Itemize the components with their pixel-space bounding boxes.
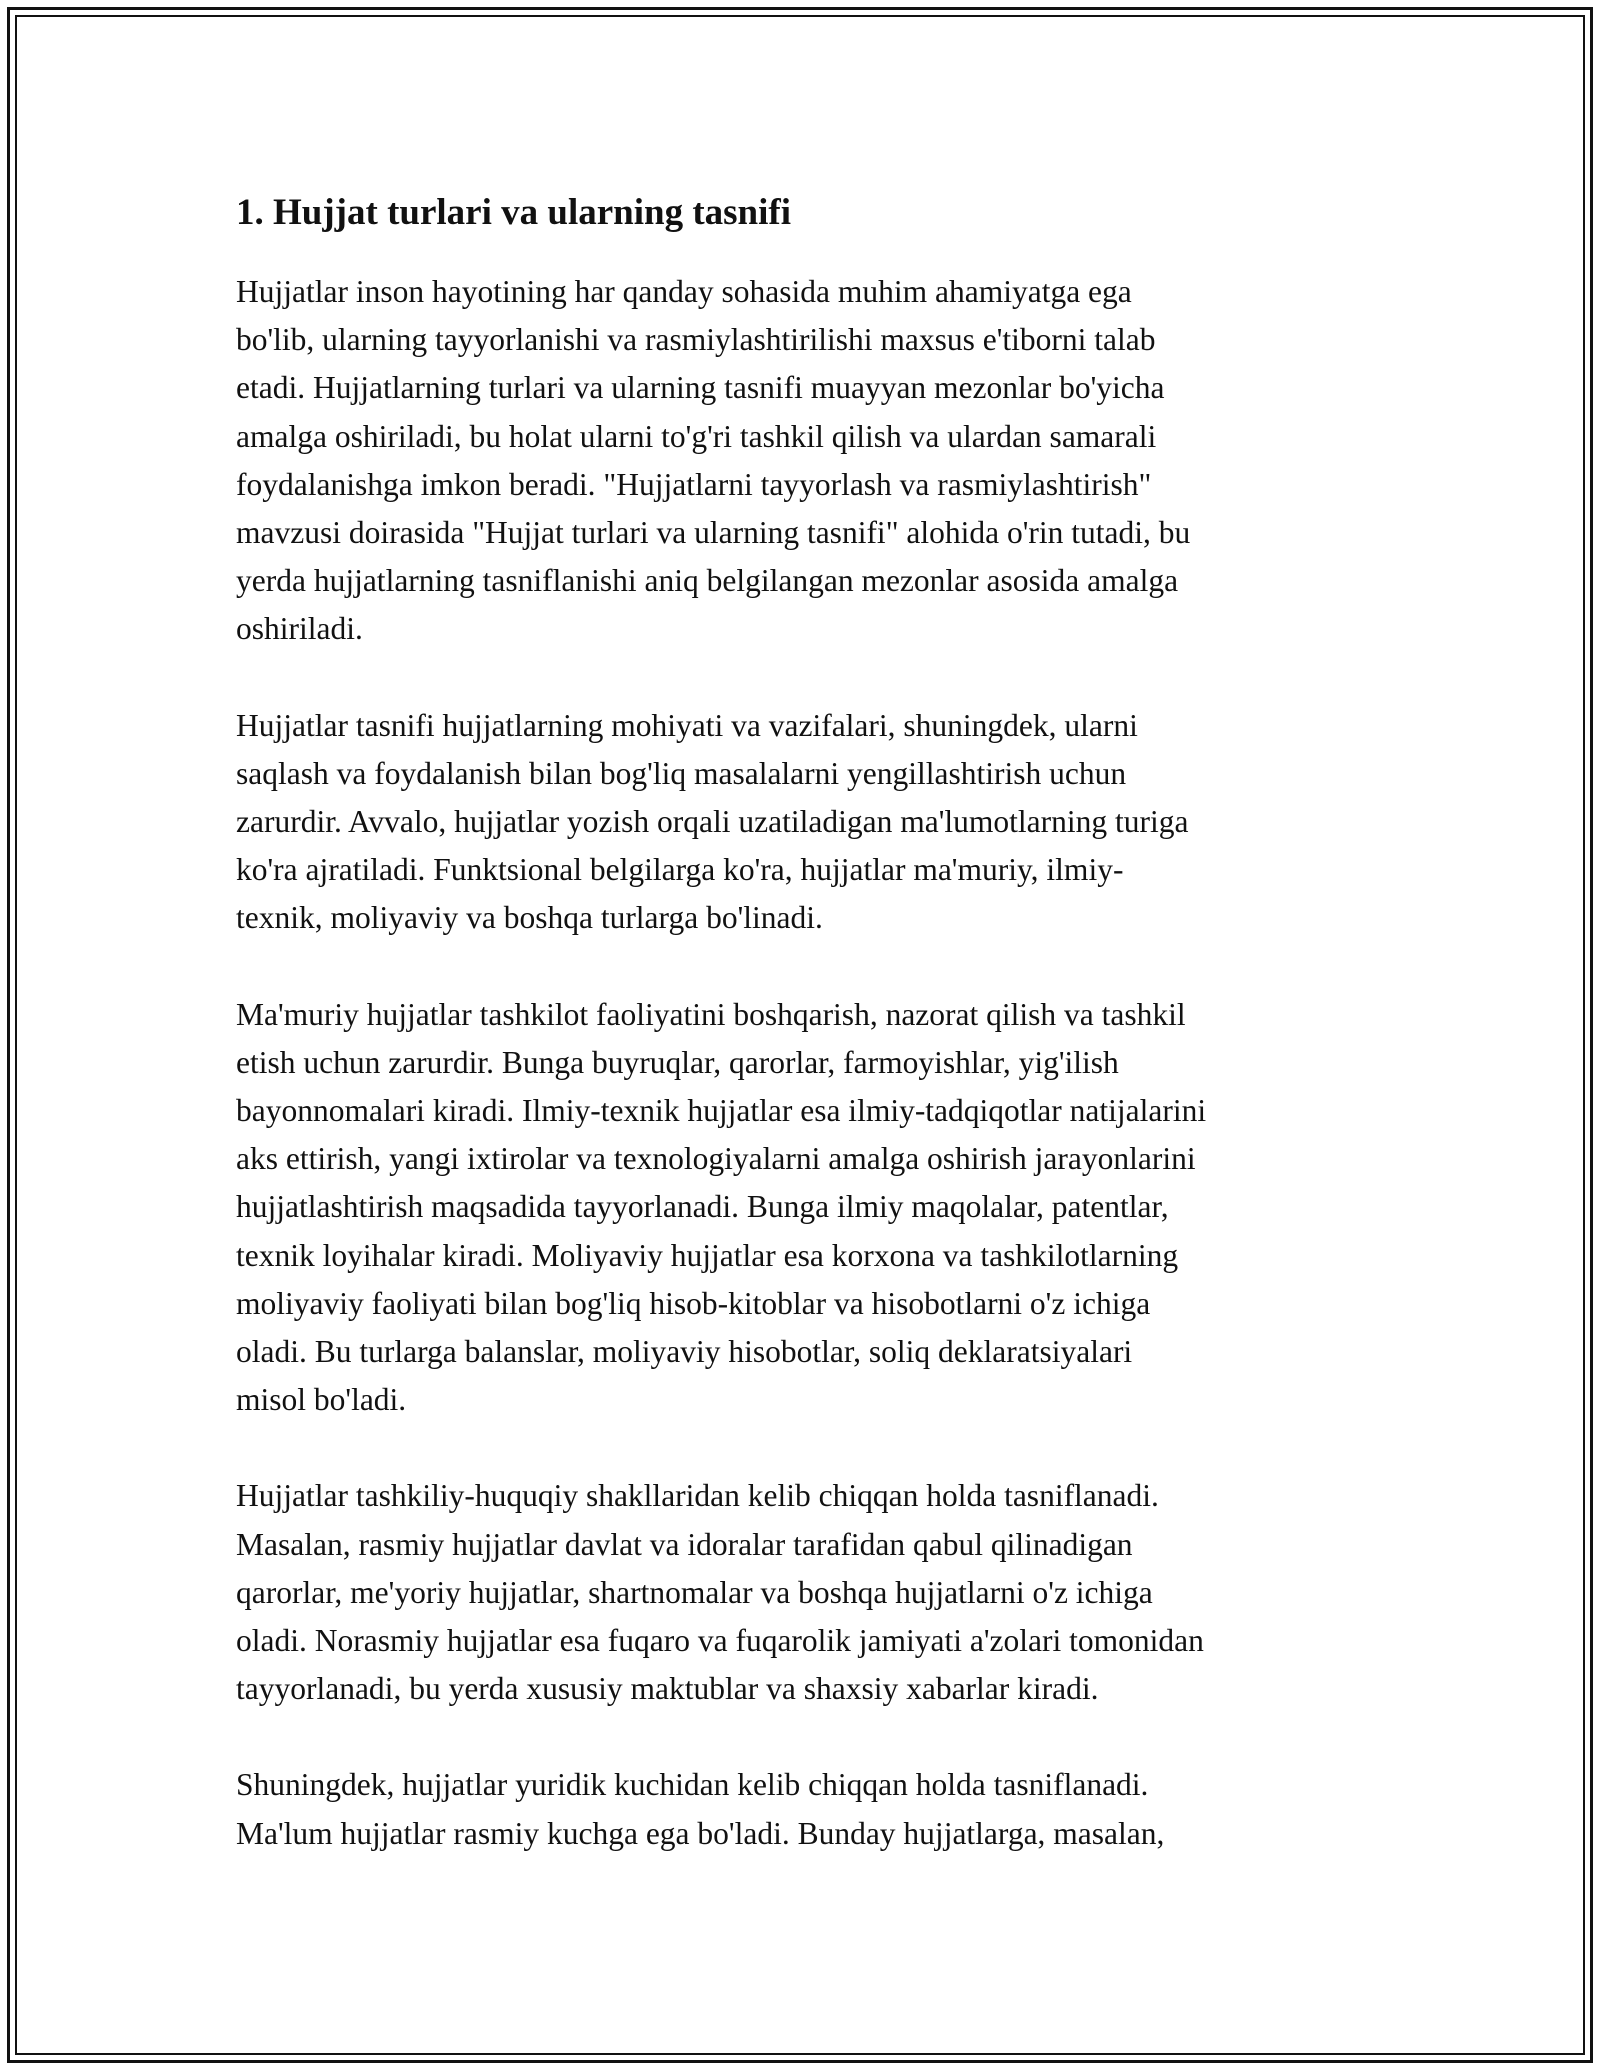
text-line: texnik, moliyaviy va boshqa turlarga bo'linadi. xyxy=(236,900,823,936)
text-line: etadi. Hujjatlarning turlari va ularning tasnifi muayyan mezonlar bo'yicha xyxy=(236,370,1165,406)
text-line: Ma'lum hujjatlar rasmiy kuchga ega bo'ladi. Bunday hujjatlarga, masalan, xyxy=(236,1815,1165,1851)
text-line: moliyaviy faoliyati bilan bog'liq hisob-kitoblar va hisobotlarni o'z ichiga xyxy=(236,1285,1151,1321)
paragraph-2 xyxy=(236,702,1376,943)
text-line: Hujjatlar inson hayotining har qanday sohasida muhim ahamiyatga ega xyxy=(236,274,1132,309)
text-line: Ma'muriy hujjatlar tashkilot faoliyatini boshqarish, nazorat qilish va tashkil xyxy=(236,996,1186,1032)
text-line: amalga oshiriladi, bu holat ularni to'g'ri tashkil qilish va ulardan samarali xyxy=(236,418,1157,454)
paragraph-5 xyxy=(236,1761,1376,1857)
text-line: oladi. Bu turlarga balanslar, moliyaviy hisobotlar, soliq deklaratsiyalari xyxy=(236,1334,1133,1370)
paragraph-1 xyxy=(236,268,1376,654)
text-line: zarurdir. Avvalo, hujjatlar yozish orqali uzatiladigan ma'lumotlarning turiga xyxy=(236,804,1189,840)
text-line: bayonnomalari kiradi. Ilmiy-texnik hujjatlar esa ilmiy-tadqiqotlar natijalarini xyxy=(236,1093,1207,1129)
text-line: aks ettirish, yangi ixtirolar va texnologiyalarni amalga oshirish jarayonlarini xyxy=(236,1141,1196,1177)
section-heading: 1. Hujjat turlari va ularning tasnifi xyxy=(236,192,792,233)
text-line: ko'ra ajratiladi. Funktsional belgilarga ko'ra, hujjatlar ma'muriy, ilmiy- xyxy=(236,852,1124,888)
text-line: oshiriladi. xyxy=(236,611,363,647)
text-line: Masalan, rasmiy hujjatlar davlat va idoralar tarafidan qabul qilinadigan xyxy=(236,1526,1133,1562)
document-body xyxy=(236,180,1376,1906)
text-line: saqlash va foydalanish bilan bog'liq masalalarni yengillashtirish uchun xyxy=(236,755,1127,791)
text-line: hujjatlashtirish maqsadida tayyorlanadi. Bunga ilmiy maqolalar, patentlar, xyxy=(236,1189,1169,1225)
text-line: Hujjatlar tasnifi hujjatlarning mohiyati va vazifalari, shuningdek, ularni xyxy=(236,707,1138,743)
paragraph-4 xyxy=(236,1472,1376,1713)
text-line: Shuningdek, hujjatlar yuridik kuchidan kelib chiqqan holda tasniflanadi. xyxy=(236,1767,1149,1803)
text-line: yerda hujjatlarning tasniflanishi aniq belgilangan mezonlar asosida amalga xyxy=(236,563,1179,599)
text-line: mavzusi doirasida "Hujjat turlari va ularning tasnifi" alohida o'rin tutadi, bu xyxy=(236,515,1191,551)
paragraph-3 xyxy=(236,991,1376,1425)
text-line: bo'lib, ularning tayyorlanishi va rasmiylashtirilishi maxsus e'tiborni talab xyxy=(236,322,1156,358)
text-line: etish uchun zarurdir. Bunga buyruqlar, qarorlar, farmoyishlar, yig'ilish xyxy=(236,1044,1119,1080)
text-line: misol bo'ladi. xyxy=(236,1382,407,1418)
text-line: qarorlar, me'yoriy hujjatlar, shartnomalar va boshqa hujjatlarni o'z ichiga xyxy=(236,1574,1153,1610)
text-line: texnik loyihalar kiradi. Moliyaviy hujjatlar esa korxona va tashkilotlarning xyxy=(236,1237,1179,1273)
text-line: Hujjatlar tashkiliy-huquqiy shakllaridan kelib chiqqan holda tasniflanadi. xyxy=(236,1478,1159,1514)
text-line: oladi. Norasmiy hujjatlar esa fuqaro va fuqarolik jamiyati a'zolari tomonidan xyxy=(236,1623,1204,1659)
text-line: foydalanishga imkon beradi. "Hujjatlarni tayyorlash va rasmiylashtirish" xyxy=(236,466,1152,502)
text-line: tayyorlanadi, bu yerda xususiy maktublar va shaxsiy xabarlar kiradi. xyxy=(236,1671,1099,1707)
